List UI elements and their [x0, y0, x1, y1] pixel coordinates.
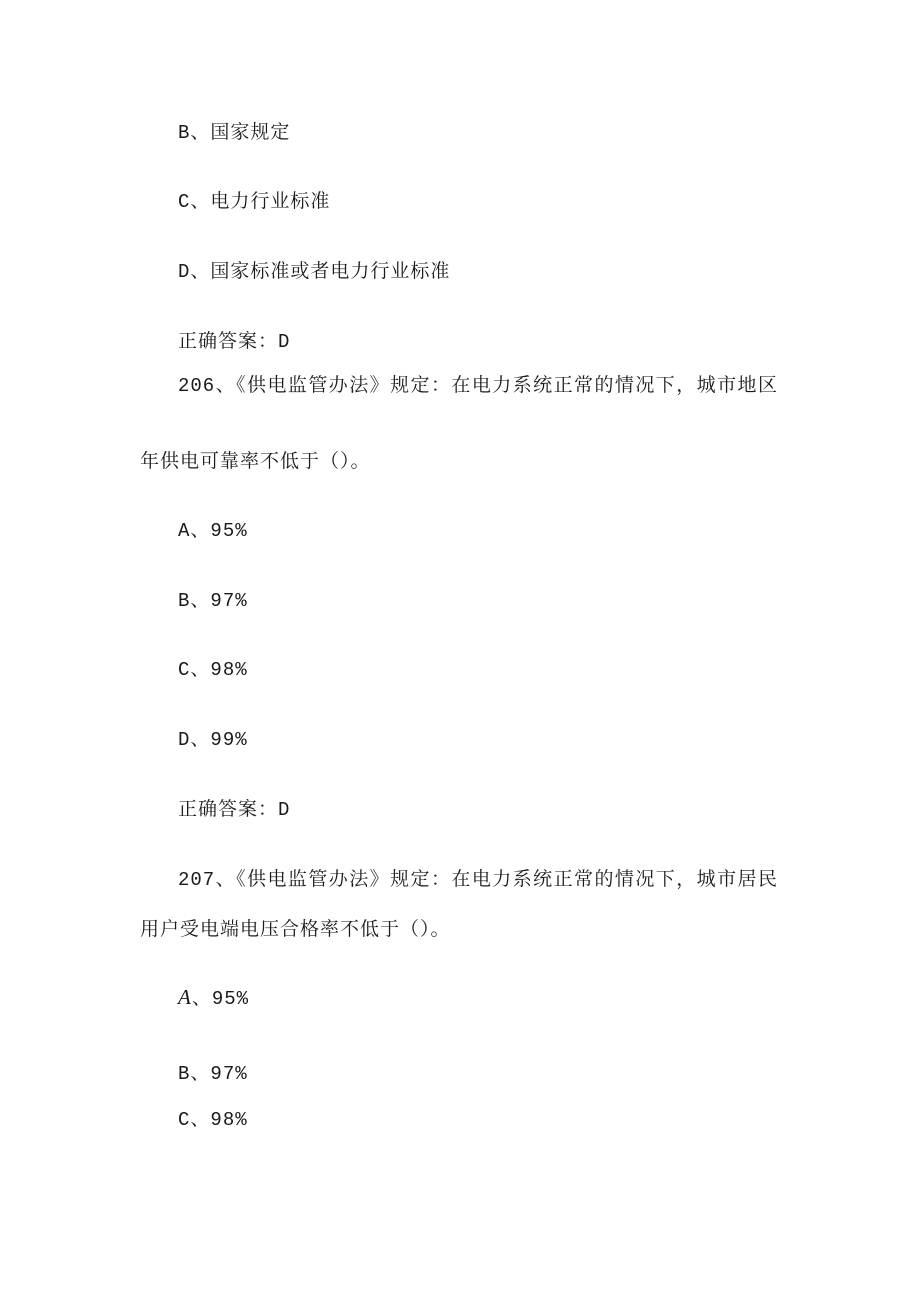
option-letter: C: [178, 1109, 191, 1131]
option-separator: 、: [190, 658, 211, 680]
option-a: [178, 985, 249, 1011]
option-separator: 、: [190, 728, 211, 750]
option-text: 99%: [210, 729, 248, 751]
question-206-line2: 年供电可靠率不低于（）。: [140, 450, 371, 472]
option-separator: 、: [190, 190, 211, 212]
option-separator: 、: [190, 1108, 211, 1130]
question-text: 《供电监管办法》规定：在电力系统正常的情况下，城市地区: [236, 374, 778, 396]
option-letter: D: [178, 729, 191, 751]
option-separator: 、: [190, 260, 211, 282]
answer-value: D: [278, 799, 291, 821]
correct-answer: [178, 797, 290, 822]
option-b: [178, 1061, 248, 1086]
option-c: [178, 1107, 248, 1132]
option-d: [178, 727, 248, 752]
question-text: 《供电监管办法》规定：在电力系统正常的情况下，城市居民: [236, 868, 778, 890]
option-c: [178, 657, 248, 682]
option-separator: 、: [190, 519, 211, 541]
option-text: 国家标准或者电力行业标准: [210, 260, 451, 282]
answer-value: D: [278, 331, 291, 353]
question-number: 207、: [178, 869, 237, 891]
option-b: [178, 120, 290, 145]
option-separator: 、: [190, 1062, 211, 1084]
option-text: 97%: [210, 590, 248, 612]
answer-label: 正确答案：: [178, 798, 279, 820]
option-text: 电力行业标准: [210, 190, 331, 212]
option-letter: D: [178, 261, 191, 283]
option-separator: 、: [191, 987, 212, 1009]
answer-label: 正确答案：: [178, 330, 279, 352]
option-d: [178, 259, 450, 284]
option-text: 98%: [210, 1109, 248, 1131]
option-letter: A: [178, 520, 191, 542]
question-207-line2: 用户受电端电压合格率不低于（）。: [140, 918, 451, 940]
option-text: 95%: [211, 988, 250, 1010]
option-text: 97%: [210, 1063, 248, 1085]
option-separator: 、: [190, 589, 211, 611]
correct-answer: [178, 329, 290, 354]
option-separator: 、: [190, 121, 211, 143]
option-a: [178, 518, 248, 543]
option-letter: B: [178, 590, 191, 612]
option-text: 98%: [210, 659, 248, 681]
option-letter: B: [178, 1063, 191, 1085]
option-letter: C: [178, 191, 191, 213]
option-letter: C: [178, 659, 191, 681]
option-letter: A: [178, 985, 192, 1009]
question-206-line1: [178, 373, 778, 398]
option-text: 95%: [210, 520, 248, 542]
option-c: [178, 189, 330, 214]
option-letter: B: [178, 122, 191, 144]
question-207-line1: [178, 867, 778, 892]
question-number: 206、: [178, 375, 237, 397]
option-text: 国家规定: [210, 121, 291, 143]
option-b: [178, 588, 248, 613]
